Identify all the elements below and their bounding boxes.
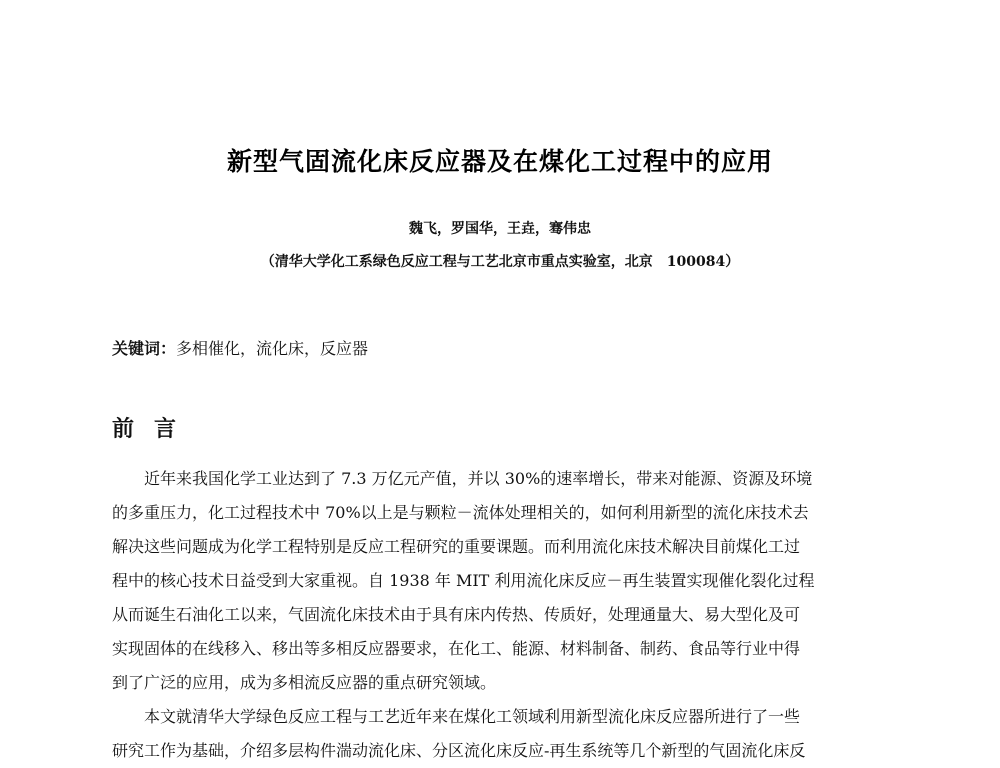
- keywords-line: [112, 336, 368, 359]
- paragraph-line: 研究工作为基础，介绍多层构件湍动流化床、分区流化床反应-再生系统等几个新型的气固流化床反: [112, 741, 806, 760]
- paragraph-line: 实现固体的在线移入、移出等多相反应器要求，在化工、能源、材料制备、制药、食品等行业中得: [112, 639, 801, 658]
- paragraph-line: 到了广泛的应用，成为多相流反应器的重点研究领域。: [112, 673, 497, 692]
- section-heading: 前言: [112, 417, 197, 442]
- paragraph-line: 解决这些问题成为化学工程特别是反应工程研究的重要课题。而利用流化床技术解决目前煤化工过: [112, 537, 801, 556]
- paragraph-line: 近年来我国化学工业达到了 7.3 万亿元产值，并以 30%的速率增长，带来对能源、资源及环境: [144, 469, 813, 488]
- body-text: [112, 462, 882, 768]
- paper-title: 新型气固流化床反应器及在煤化工过程中的应用: [226, 147, 773, 176]
- paragraph-line: 本文就清华大学绿色反应工程与工艺近年来在煤化工领域利用新型流化床反应器所进行了一些: [144, 707, 801, 726]
- affiliation: （清华大学化工系绿色反应工程与工艺北京市重点实验室，北京 100084）: [260, 254, 740, 270]
- author-list: 魏飞，罗国华，王垚，骞伟忠: [409, 221, 591, 237]
- paragraph-line: 程中的核心技术日益受到大家重视。自 1938 年 MIT 利用流化床反应－再生装置实现催化裂化过程: [112, 571, 815, 590]
- keywords-label: 关键词：: [112, 339, 177, 358]
- keywords-value: 多相催化，流化床，反应器: [176, 339, 369, 358]
- paragraph-line: 的多重压力，化工过程技术中 70%以上是与颗粒－流体处理相关的，如何利用新型的流化床技术去: [112, 503, 809, 522]
- paragraph-line: 从而诞生石油化工以来，气固流化床技术由于具有床内传热、传质好，处理通量大、易大型化及可: [112, 605, 801, 624]
